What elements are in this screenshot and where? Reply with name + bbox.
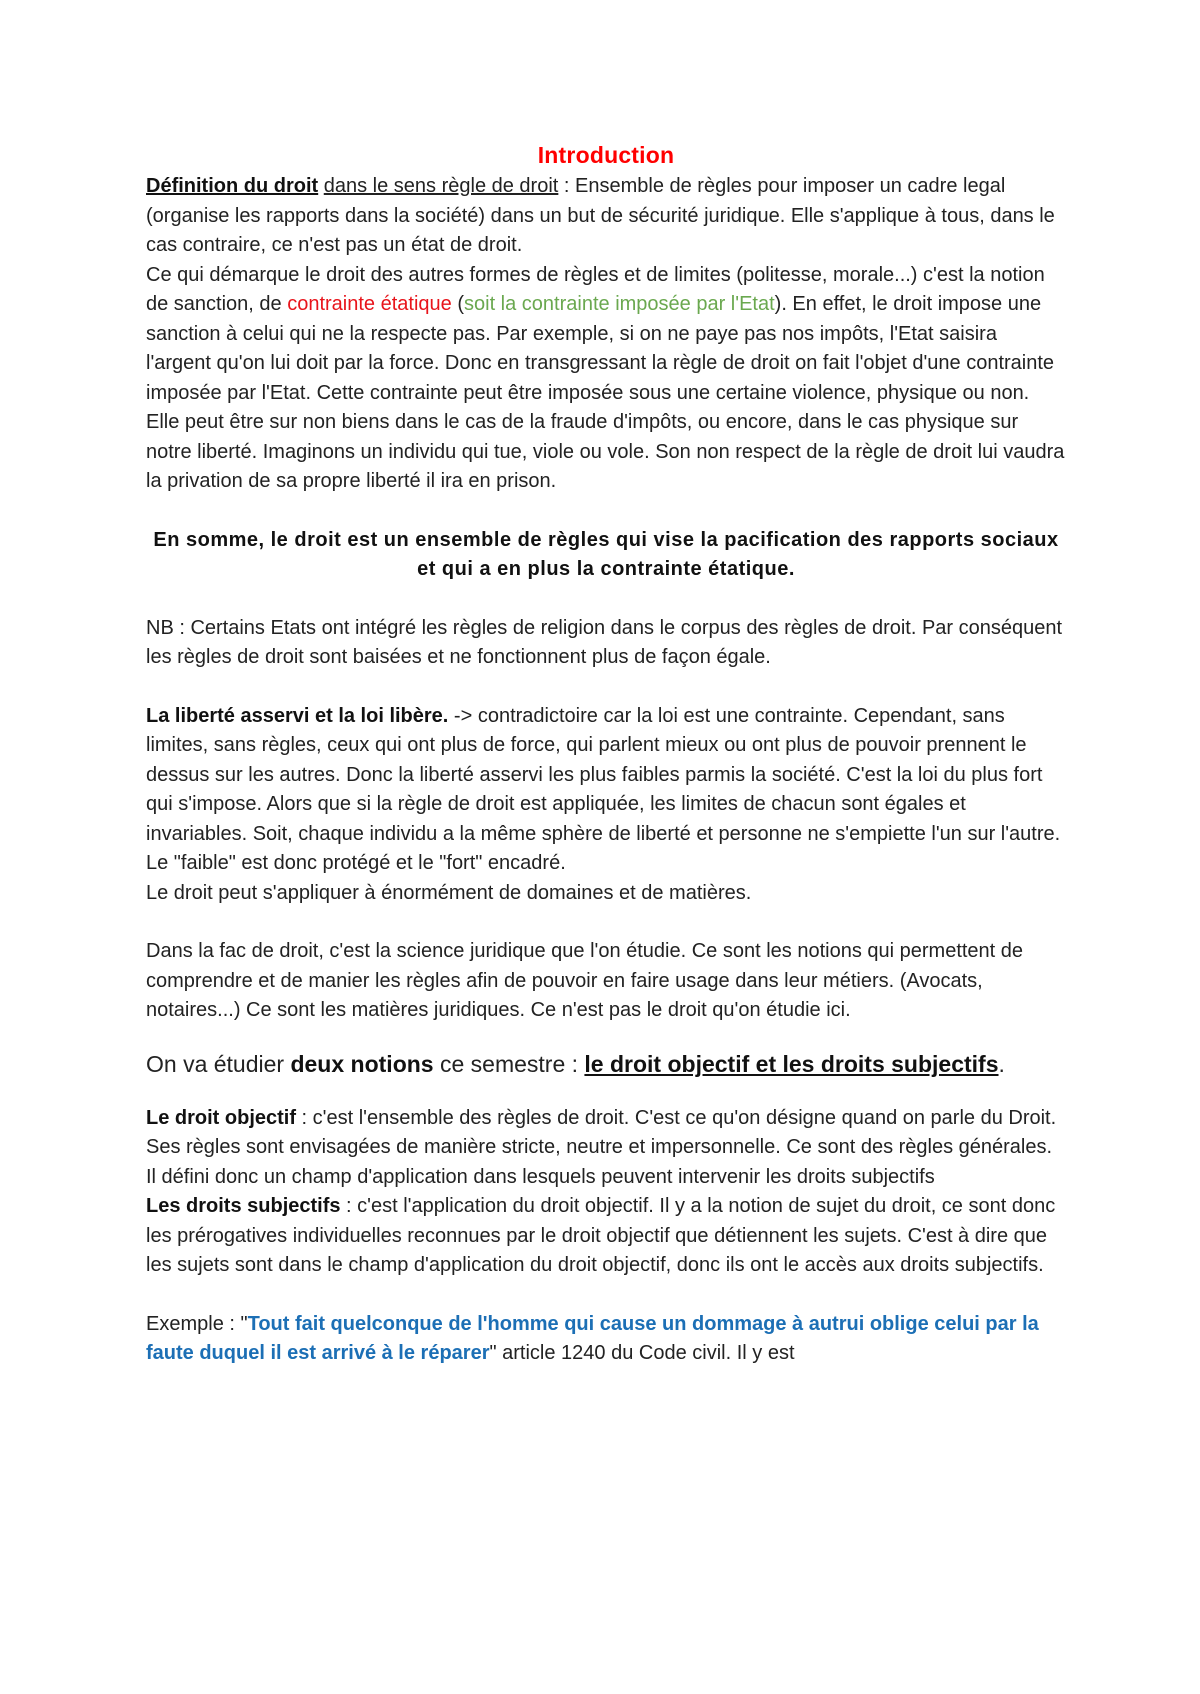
page-title: Introduction: [537, 142, 675, 168]
subjectifs-text: : c'est l'application du droit objectif. Il y a la notion de sujet du droit, ce sont donc les prérogatives individuelles reconnues par le droit objectif que détiennent les sujets. C'est à dire que les sujets sont dans le champ d'application du droit objectif, donc ils ont le accès aux droits subjectifs.: [146, 1195, 1056, 1276]
definition-term: Définition du droit: [146, 175, 319, 197]
semester-underlined: le droit objectif et les droits subjectifs: [584, 1050, 999, 1077]
semester-heading: [146, 1048, 1066, 1080]
definition-paragraph: [146, 172, 1066, 261]
nb-paragraph: NB : Certains Etats ont intégré les règles de religion dans le corpus des règles de droit. Par conséquent les règles de droit sont baisées et ne fonctionnent plus de façon égale.: [146, 616, 1063, 668]
domains-paragraph: Le droit peut s'appliquer à énormément de domaines et de matières.: [146, 881, 752, 904]
semester-bold: deux notions: [290, 1050, 434, 1077]
example-start: Exemple : ": [146, 1312, 248, 1335]
liberty-paragraph: [146, 702, 1066, 879]
semester-middle: ce semestre :: [433, 1050, 585, 1077]
document-page: [146, 140, 1066, 1369]
sanction-after: ). En effet, le droit impose une sanction à celui qui ne la respecte pas. Par exemple, si on ne paye pas nos impôts, l'Etat saisira l'argent qu'on lui doit par la force. Donc en transgressant la règle de droit on fait l'objet d'une contrainte imposée par l'Etat. Cette contrainte peut être imposée sous une certaine violence, physique ou non. Elle peut être sur non biens dans le cas de la fraude d'impôts, ou encore, dans le cas physique sur notre liberté. Imaginons un individu qui tue, viole ou vole. Son non respect de la règle de droit lui vaudra la privation de sa propre liberté il ira en prison.: [146, 293, 1065, 492]
objectif-paragraph: [146, 1104, 1066, 1193]
objectif-text: : c'est l'ensemble des règles de droit. C'est ce qu'on désigne quand on parle du Droit. Ses règles sont envisagées de manière stricte, neutre et impersonnelle. Ce sont des règles générales. Il défini donc un champ d'application dans lesquels peuvent intervenir les droits subjectifs: [146, 1106, 1057, 1188]
example-quote: Tout fait quelconque de l'homme qui cause un dommage à autrui oblige celui par la faute duquel il est arrivé à le réparer: [146, 1312, 1039, 1364]
definition-qualifier: dans le sens règle de droit: [323, 175, 559, 197]
paren-open: (: [451, 293, 464, 315]
semester-end: .: [998, 1050, 1005, 1077]
liberty-heading: La liberté asservi et la loi libère.: [146, 704, 449, 727]
contrainte-definition: soit la contrainte imposée par l'Etat: [464, 293, 775, 315]
sanction-paragraph: [146, 261, 1066, 497]
example-end: " article 1240 du Code civil. Il y est: [489, 1342, 795, 1364]
definition-text: : Ensemble de règles pour imposer un cadre legal (organise les rapports dans la société) dans un but de sécurité juridique. Elle s'applique à tous, dans le cas contraire, ce n'est pas un état de droit.: [146, 175, 1055, 256]
fac-paragraph: Dans la fac de droit, c'est la science juridique que l'on étudie. Ce sont les notions qui permettent de comprendre et de manier les règles afin de pouvoir en faire usage dans leur métiers. (Avocats, notaires...) Ce sont les matières juridiques. Ce n'est pas le droit qu'on étudie ici.: [146, 940, 1024, 1021]
semester-start: On va étudier: [146, 1050, 291, 1077]
contrainte-etatique-term: contrainte étatique: [287, 293, 452, 315]
subjectifs-term: Les droits subjectifs: [146, 1195, 341, 1217]
subjectifs-paragraph: [146, 1192, 1066, 1281]
sanction-before: Ce qui démarque le droit des autres formes de règles et de limites (politesse, morale...) c'est la notion de sanction, de: [146, 263, 1045, 315]
summary-statement: En somme, le droit est un ensemble de règles qui vise la pacification des rapports sociaux et qui a en plus la contrainte étatique.: [153, 528, 1059, 580]
objectif-term: Le droit objectif: [146, 1106, 296, 1129]
liberty-text: -> contradictoire car la loi est une contrainte. Cependant, sans limites, sans règles, ceux qui ont plus de force, qui parlent mieux ou ont plus de pouvoir prennent le dessus sur les autres. Donc la liberté asservi les plus faibles parmis la société. C'est la loi du plus fort qui s'impose. Alors que si la règle de droit est appliquée, les limites de chacun sont égales et invariables. Soit, chaque individu a la même sphère de liberté et personne ne s'empiette l'un sur l'autre. Le "faible" est donc protégé et le "fort" encadré.: [146, 704, 1061, 874]
example-paragraph: [146, 1310, 1066, 1369]
